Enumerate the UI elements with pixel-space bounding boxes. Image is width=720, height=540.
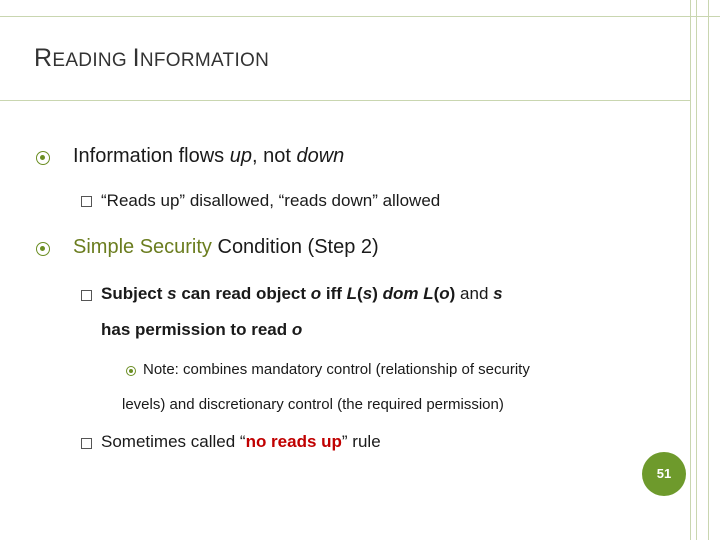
bullet-reads-up-disallowed bbox=[101, 191, 440, 211]
text: has permission to read bbox=[101, 320, 292, 339]
text: ) bbox=[449, 284, 461, 303]
title-cap-1: R bbox=[34, 44, 53, 72]
slide-title bbox=[34, 44, 269, 73]
title-cap-2: I bbox=[132, 44, 140, 72]
bullet-note-line1 bbox=[143, 361, 530, 378]
text: Note: combines mandatory control (relationship of security bbox=[143, 361, 530, 378]
checkbox-bullet-icon bbox=[81, 290, 92, 301]
text: “Reads up” disallowed, “reads down” allowed bbox=[101, 191, 441, 210]
text: Sometimes called “ bbox=[101, 432, 246, 451]
text: s bbox=[362, 284, 373, 303]
text: dom bbox=[382, 284, 419, 303]
bullet-note-line2 bbox=[122, 396, 504, 413]
text: Condition (Step 2) bbox=[211, 236, 379, 258]
bullet-information-flows bbox=[73, 145, 344, 168]
frame-line-top bbox=[0, 16, 720, 17]
title-rest-1: EADING bbox=[52, 50, 133, 71]
title-rest-2: NFORMATION bbox=[139, 50, 270, 71]
text: iff bbox=[321, 284, 347, 303]
text: levels) and discretionary control (the required permission) bbox=[122, 396, 504, 413]
text-no-reads-up: no reads up bbox=[245, 432, 342, 451]
text: ( bbox=[433, 284, 440, 303]
text: Subject bbox=[101, 284, 168, 303]
frame-line-title bbox=[0, 100, 690, 101]
bullet-subject-can-read bbox=[101, 284, 503, 304]
text: o bbox=[291, 320, 303, 339]
text: ) bbox=[372, 284, 383, 303]
bullet-icon bbox=[126, 366, 136, 376]
text: ” rule bbox=[341, 432, 381, 451]
text-up: up bbox=[229, 145, 252, 167]
frame-line-right-1 bbox=[690, 0, 691, 540]
text: o bbox=[439, 284, 450, 303]
text: o bbox=[310, 284, 322, 303]
frame-line-right-3 bbox=[708, 0, 709, 540]
page-number-badge: 51 bbox=[642, 452, 686, 496]
text: L bbox=[346, 284, 358, 303]
text: can read object bbox=[176, 284, 311, 303]
text: s bbox=[493, 284, 503, 303]
frame-line-right-2 bbox=[696, 0, 697, 540]
checkbox-bullet-icon bbox=[81, 438, 92, 449]
text: and bbox=[460, 284, 489, 303]
checkbox-bullet-icon bbox=[81, 196, 92, 207]
text: s bbox=[167, 284, 177, 303]
text: L bbox=[423, 284, 434, 303]
text: Information flows bbox=[73, 145, 230, 167]
text: ( bbox=[357, 284, 363, 303]
bullet-no-reads-up bbox=[101, 432, 381, 452]
bullet-icon bbox=[36, 242, 50, 256]
text-down: down bbox=[296, 145, 345, 167]
bullet-simple-security bbox=[73, 236, 379, 259]
bullet-icon bbox=[36, 151, 50, 165]
text: , not bbox=[251, 145, 297, 167]
bullet-subject-can-read-cont bbox=[101, 320, 302, 340]
text-simple-security: Simple Security bbox=[73, 236, 212, 258]
